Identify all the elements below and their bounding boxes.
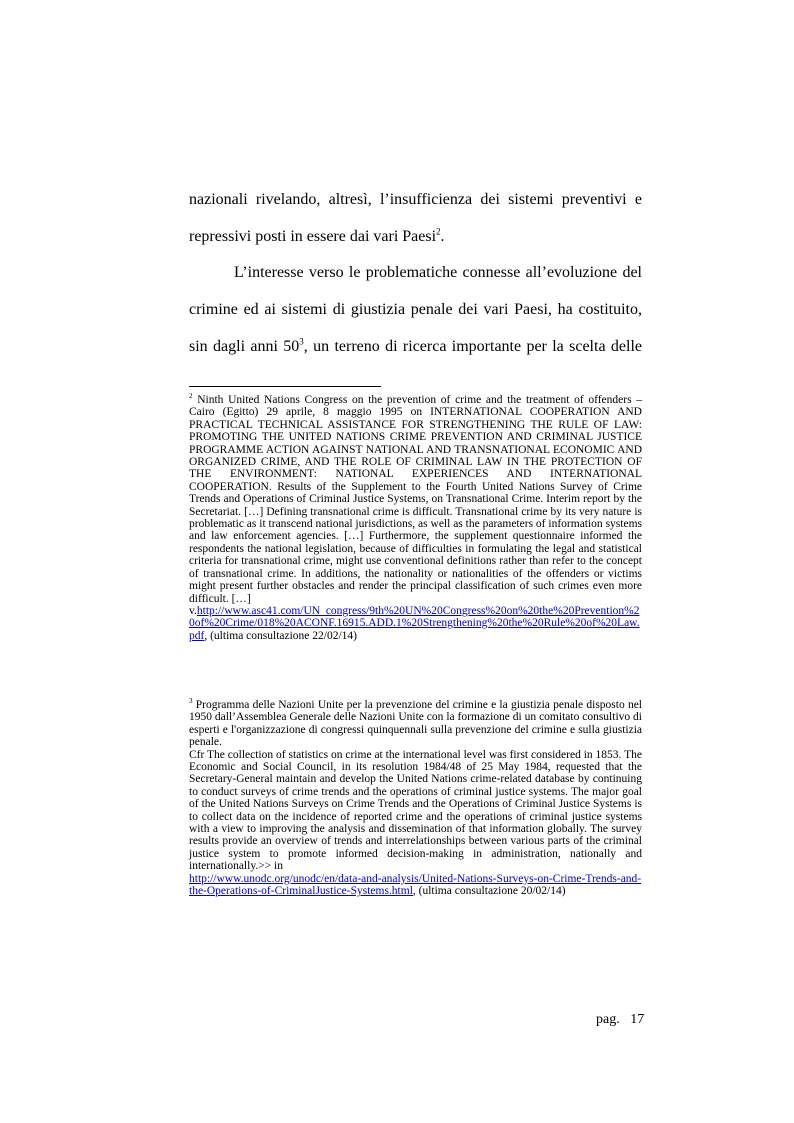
page-number-value: 17 [630, 1012, 645, 1027]
footnote-2 [189, 394, 642, 642]
footnote-tail: , (ultima consultazione 20/02/14) [412, 885, 566, 898]
body-text: sin dagli anni 50 [189, 338, 300, 355]
body-line: nazionali rivelando, altresì, l’insufficienza dei sistemi preventivi e [189, 191, 642, 208]
footnote-separator [189, 386, 381, 387]
footnote-ref[interactable]: 2 [436, 226, 441, 237]
footnote-text: Cfr The collection of statistics on crime at the international level was first considered in 1853. The Economic and Social Council, in its resolution 1984/48 of 25 May 1984, requested that the Secretary-General maintain and develop the United Nations crime-related database by continuing to conduct surveys of crime trends and the operations of criminal justice systems. The major goal of the United Nations Surveys on Crime Trends and the Operations of Criminal Justice Systems is to collect data on the incidence of reported crime and the operations of criminal justice systems with a view to improving the analysis and dissemination of that information globally. The survey results provide an overview of trends and interrelationships between various parts of the criminal justice system to promote informed decision-making in administration, nationally and internationally.>> in [189, 748, 642, 873]
footnote-3 [189, 699, 642, 898]
body-line: crimine ed ai sistemi di giustizia penale dei vari Paesi, ha costituito, [189, 301, 642, 318]
footnote-tail: , (ultima consultazione 22/02/14) [204, 629, 358, 642]
footnote-marker: 3 [189, 697, 193, 706]
body-text: , un terreno di ricerca importante per la scelta delle [303, 338, 642, 355]
body-line [189, 337, 642, 357]
page-number [596, 1012, 644, 1028]
body-text: repressivi posti in essere dai vari Paesi [189, 228, 437, 245]
footnote-text: Ninth United Nations Congress on the prevention of crime and the treatment of offenders – Cairo (Egitto) 29 aprile, 8 maggio 1995 on INTERNATIONAL COOPERATION AND PRACTICAL TECHNICAL ASSISTANCE FOR STRENGTHENING THE RULE OF LAW: PROMOTING THE UNITED NATIONS CRIME PREVENTION AND CRIMINAL JUSTICE PROGRAMME ACTION AGAINST NATIONAL AND TRANSNATIONAL ECONOMIC AND ORGANIZED CRIME, AND THE ROLE OF CRIMINAL LAW IN THE PROTECTION OF THE ENVIRONMENT: NATIONAL EXPERIENCES AND INTERNATIONAL COOPERATION. Results of the Supplement to the Fourth United Nations Survey of Crime Trends and Operations of Criminal Justice Systems, on Transnational Crime. Interim report by the Secretariat. […] Defining transnational crime is difficult. Transnational crime by its very nature is problematic as it transcend national jurisdictions, as well as the parameters of information systems and law enforcement agencies. […] Furthermore, the supplement questionnaire informed the respondents the national legislation, because of difficulties in formulating the legal and statistical criteria for transnational crime, might use conventional definitions rather than refer to the concept of transnational crime. In additions, the nationality or nationalities of the offenders or victims might present further obstacles and render the principal classification of such crimes even more difficult. […] [189, 394, 642, 605]
footnote-link[interactable]: http://www.unodc.org/unodc/en/data-and-analysis/United-Nations-Surveys-on-Crime-Trends-and-the-Operations-of-CriminalJustice-Systems.html [189, 872, 642, 898]
footnote-link[interactable]: http://www.asc41.com/UN_congress/9th%20UN%20Congress%20on%20the%20Prevention%20of%20Crime/018%20ACONF.16915.ADD.1%20Strengthening%20the%20Rule%20of%20Law.pdf [189, 604, 640, 642]
body-text: . [440, 228, 445, 245]
link-prefix: v. [189, 604, 197, 617]
body-line: L’interesse verso le problematiche connesse all’evoluzione del [234, 264, 642, 281]
footnote-text: Programma delle Nazioni Unite per la prevenzione del crimine e la giustizia penale disposto nel 1950 dall’Assemblea Generale delle Nazioni Unite con la formazione di un comitato consultivo di esperti e l'organizzazione di congressi quinquennali sulla prevenzione del crimine e sulla giustizia penale. [189, 699, 642, 749]
footnote-marker: 2 [189, 392, 193, 401]
footnote-ref[interactable]: 3 [299, 336, 304, 347]
body-line [189, 227, 642, 247]
page-label: pag. [596, 1012, 620, 1027]
